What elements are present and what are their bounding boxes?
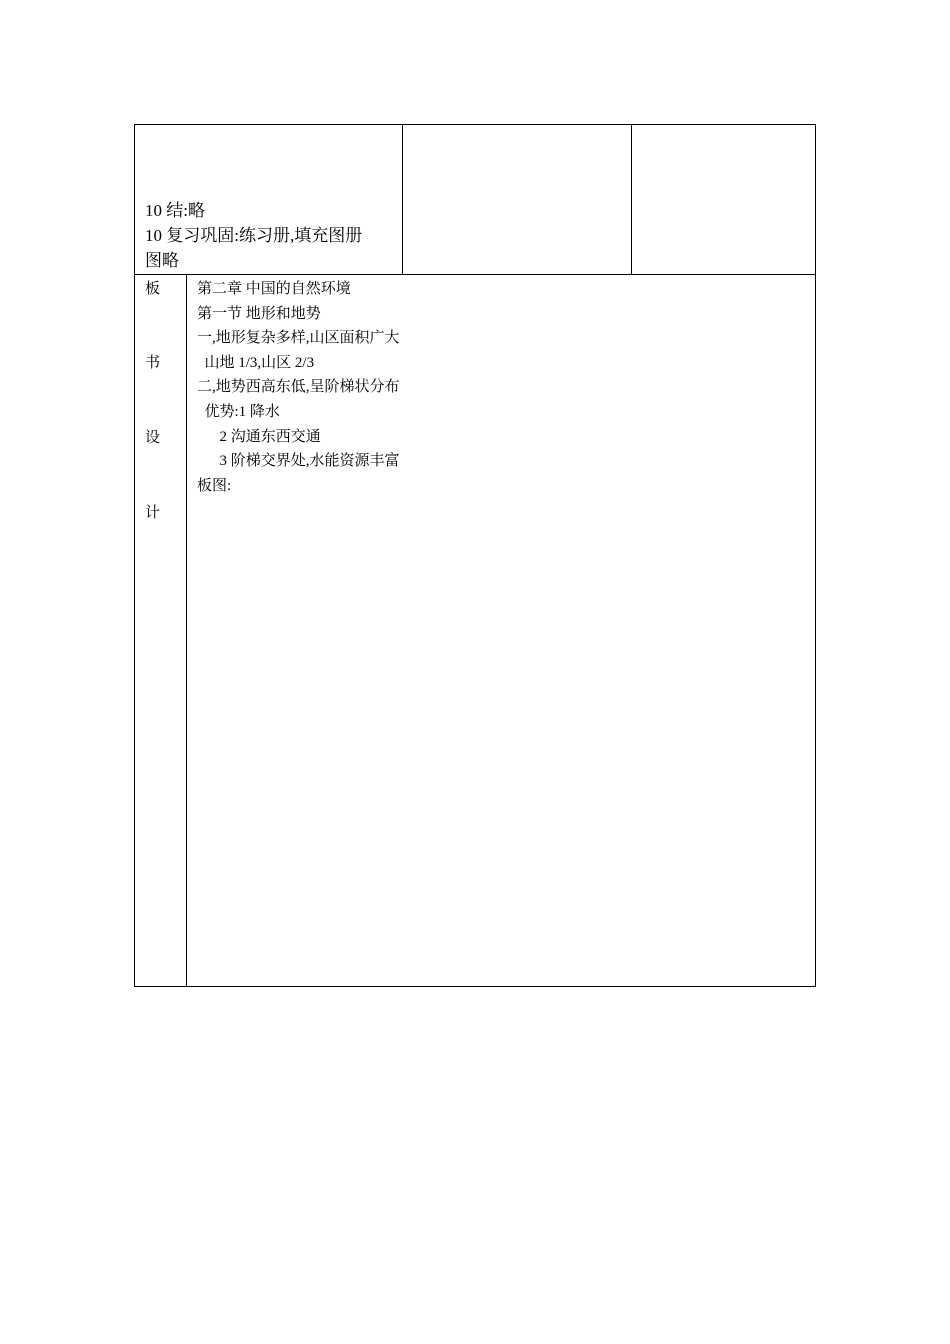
advantage-1: 优势:1 降水 [197,403,280,420]
section-title: 第一节 地形和地势 [197,305,321,322]
side-label-char-2: 书 [145,355,161,371]
point-one-detail: 山地 1/3,山区 2/3 [197,354,315,371]
advantage-2: 2 沟通东西交通 [197,428,321,445]
chapter-title: 第二章 中国的自然环境 [197,281,351,297]
advantage-3: 3 阶梯交界处,水能资源丰富 [197,453,400,470]
board-design-content [197,277,400,498]
side-label-char-3: 设 [145,430,161,446]
row-divider [134,274,816,275]
board-diagram-label: 板图: [197,477,232,494]
point-two: 二,地势西高东低,呈阶梯状分布 [197,379,400,396]
top-row-divider-2 [631,124,632,275]
summary-line: 10 结:略 [145,201,205,220]
point-one: 一,地形复杂多样,山区面积广大 [197,330,400,347]
top-cell-text [145,198,397,273]
review-line: 10 复习巩固:练习册,填充图册 [145,226,363,245]
side-label-char-1: 板 [145,281,161,297]
board-label-divider [186,274,187,987]
top-row-divider-1 [402,124,403,275]
side-label-char-4: 计 [145,505,161,521]
review-line-continued: 图略 [145,251,179,270]
